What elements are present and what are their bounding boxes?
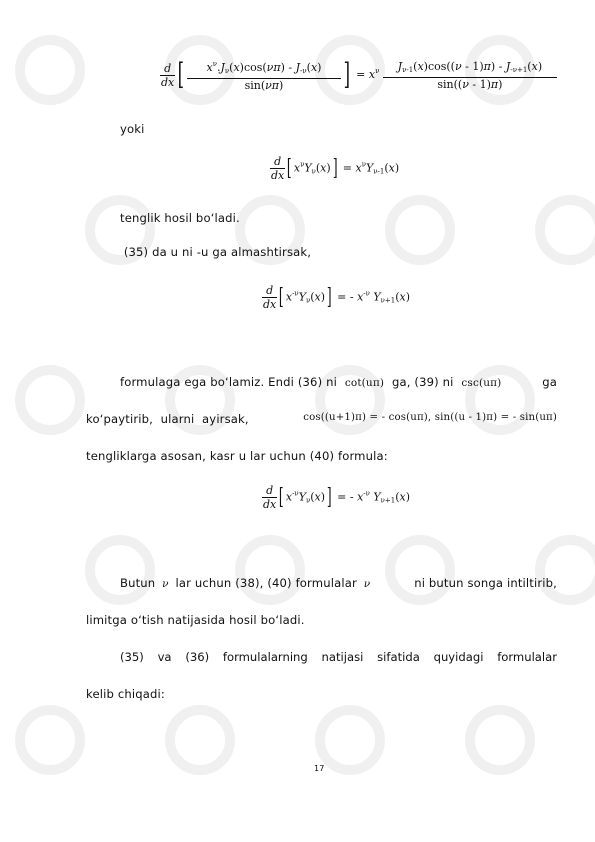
page-number: 17 bbox=[314, 764, 325, 773]
text-p4-a: formulaga ega bo‘lamiz. Endi (36) ni bbox=[120, 375, 337, 389]
text-p4 bbox=[120, 375, 557, 389]
text-p5 bbox=[86, 412, 557, 426]
text-p8: limitga o‘tish natijasida hosil bo‘ladi. bbox=[86, 613, 305, 627]
text-almash: (35) da u ni -u ga almashtirsak, bbox=[120, 245, 312, 259]
equation-y-derivative-neg-2: $\frac{d}{dx}$ [ $x^{-\nu}Y_\nu(x)$] = - $x^{-\nu}$ $Y_{\nu+1}(x)$ bbox=[263, 484, 411, 511]
equation-bessel-derivative-1: $\frac{d}{dx}$ [ $\frac{x^\nu.J_\nu(x)\cos(\nu\pi) - J_{-\nu}(x)}{\sin(\nu\pi)}$ ] = $x^\nu$ $\frac{J_{\nu-1}(x)\cos((\nu - 1)\pi) - J_{-\nu+1}(x)}{\sin((\nu - 1)\pi)}$ bbox=[160, 58, 557, 92]
text-p7-b: lar uchun (38), (40) formulalar bbox=[175, 576, 357, 590]
text-yoki: yoki bbox=[120, 122, 145, 136]
text-p6: tengliklarga asosan, kasr u lar uchun (40) formula: bbox=[86, 449, 388, 463]
text-hosil: tenglik hosil bo‘ladi. bbox=[120, 211, 240, 225]
text-p7-a: Butun bbox=[120, 576, 156, 590]
math-cot: cot(uπ) bbox=[344, 377, 385, 389]
equation-y-derivative: $\frac{d}{dx}$ [ $x^\nu Y_\nu(x)] = x^\nu Y_{\nu-1}(x)$ bbox=[271, 155, 400, 182]
text-p5-a: ko‘paytirib, ularni ayirsak, bbox=[86, 412, 249, 426]
text-p7 bbox=[120, 576, 557, 590]
text-p7-c: ni butun songa intiltirib, bbox=[414, 576, 557, 590]
text-p4-c: ga bbox=[542, 375, 557, 389]
math-nu-2: ν bbox=[363, 578, 371, 590]
text-p9: (35) va (36) formulalarning natijasi sifatida quyidagi formulalar bbox=[120, 650, 557, 664]
math-nu-1: ν bbox=[162, 578, 169, 590]
equation-y-derivative-neg: $\frac{d}{dx}$ [ $x^{-\nu}Y_\nu(x)$] = - $x^{-\nu}$ $Y_{\nu+1}(x)$ bbox=[263, 284, 411, 311]
math-identities: cos((u+1)π) = - cos(uπ), sin((u - 1)π) = - sin(uπ) bbox=[303, 412, 557, 423]
math-csc: csc(uπ) bbox=[461, 377, 502, 389]
text-p4-b: ga, (39) ni bbox=[391, 375, 454, 389]
text-p10: kelib chiqadi: bbox=[86, 687, 165, 701]
